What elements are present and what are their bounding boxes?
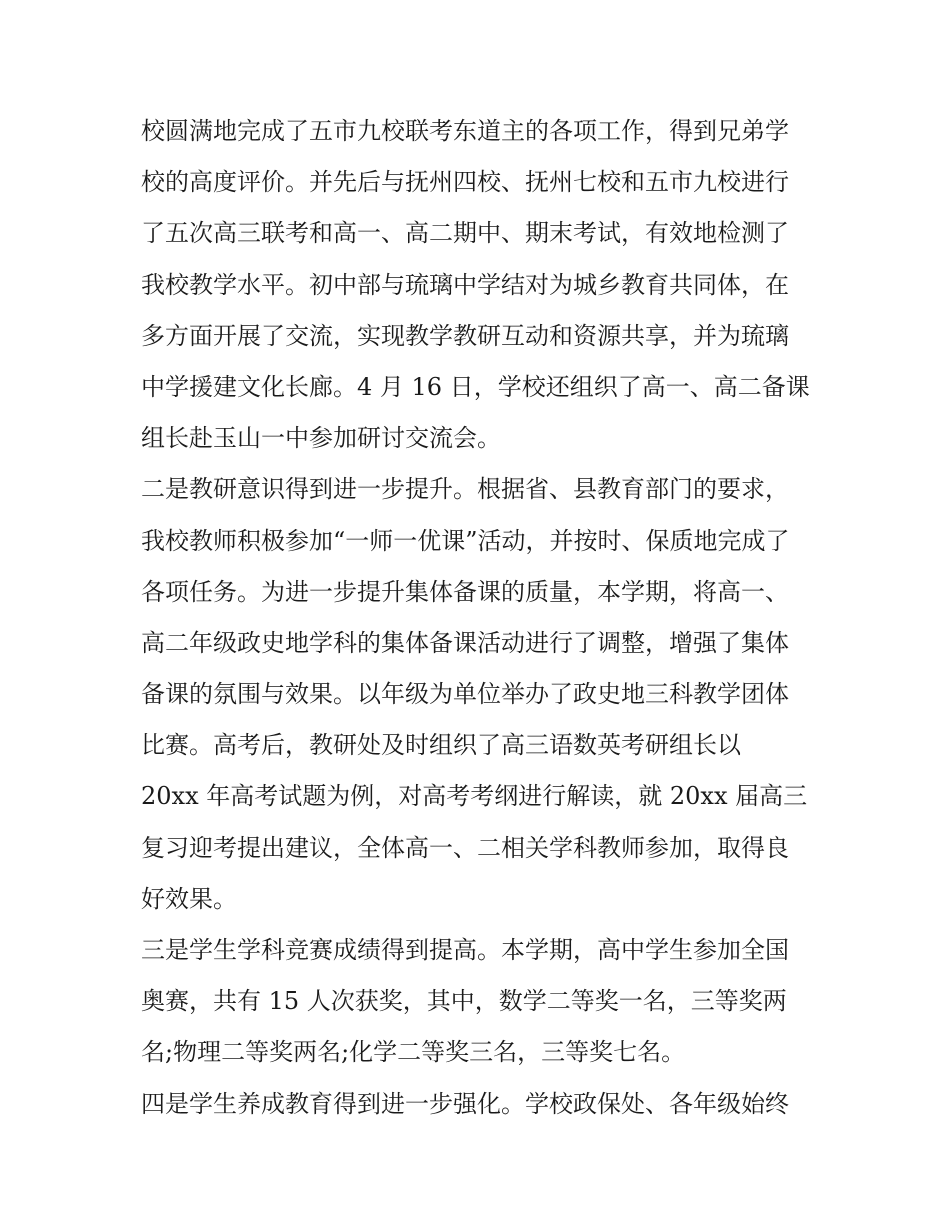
text-line: 复习迎考提出建议，全体高一、二相关学科教师参加，取得良: [141, 833, 789, 862]
text-line: 校的高度评价。并先后与抚州四校、抚州七校和五市九校进行: [141, 168, 789, 197]
text-line: 好效果。: [141, 884, 237, 913]
text-line: 奥赛，共有 15 人次获奖，其中，数学二等奖一名，三等奖两: [141, 987, 787, 1016]
text-line: 二是教研意识得到进一步提升。根据省、县教育部门的要求，: [141, 475, 789, 504]
text-line: 多方面开展了交流，实现教学教研互动和资源共享，并为琉璃: [141, 321, 789, 350]
text-line: 名;物理二等奖两名;化学二等奖三名，三等奖七名。: [141, 1038, 686, 1067]
body-text: [141, 106, 821, 1130]
text-line: 校圆满地完成了五市九校联考东道主的各项工作，得到兄弟学: [141, 117, 789, 145]
text-line: 我校教学水平。初中部与琉璃中学结对为城乡教育共同体，在: [141, 270, 789, 299]
text-line: 我校教师积极参加“一师一优课”活动，并按时、保质地完成了: [141, 526, 790, 555]
text-line: 组长赴玉山一中参加研讨交流会。: [141, 424, 501, 453]
text-line: 比赛。高考后，教研处及时组织了高三语数英考研组长以: [141, 731, 741, 760]
text-line: 高二年级政史地学科的集体备课活动进行了调整，增强了集体: [141, 628, 789, 657]
text-line: 中学援建文化长廊。4 月 16 日，学校还组织了高一、高二备课: [141, 372, 810, 401]
text-line: 备课的氛围与效果。以年级为单位举办了政史地三科教学团体: [141, 680, 789, 709]
text-line: 各项任务。为进一步提升集体备课的质量，本学期，将高一、: [141, 577, 789, 606]
text-line: 四是学生养成教育得到进一步强化。学校政保处、各年级始终: [141, 1089, 789, 1118]
text-line: 三是学生学科竞赛成绩得到提高。本学期，高中学生参加全国: [141, 936, 789, 964]
text-line: 了五次高三联考和高一、高二期中、期末考试，有效地检测了: [141, 219, 789, 248]
text-line: 20xx 年高考试题为例，对高考考纲进行解读，就 20xx 届高三: [141, 782, 808, 811]
